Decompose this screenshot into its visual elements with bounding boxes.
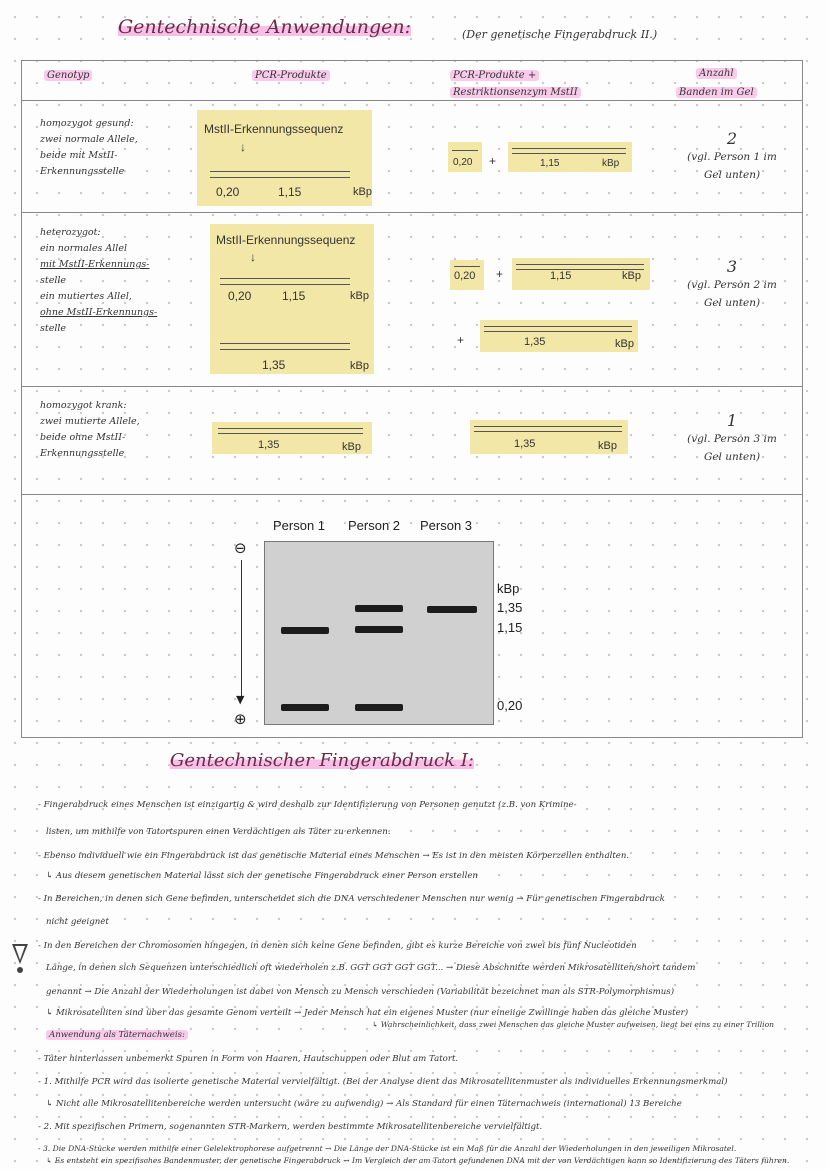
row3-res-whole: 1,35 bbox=[514, 438, 536, 450]
para-2: listen, um mithilfe von Tatortspuren einen Verdächtigen als Täter zu erkennen. bbox=[46, 827, 391, 837]
para-10: ↳ Mikrosatelliten sind über das gesamte Genom verteilt → Jeder Mensch hat ein eigenes Muster (nur eineiige Zwillinge haben das gleiche Muster) bbox=[46, 1008, 689, 1018]
para-14: - 1. Mithilfe PCR wird das isolierte genetische Material vervielfältigt. (Bei der Analyse dient das Mikrosatellitenmuster als individuelles Erkennungsmerkmal) bbox=[38, 1077, 728, 1087]
gel-unit: kBp bbox=[497, 581, 520, 596]
band-p2-135 bbox=[355, 605, 403, 612]
section2-title: Gentechnischer Fingerabdruck I: bbox=[170, 750, 474, 771]
row1-res-b-strand-b bbox=[512, 153, 626, 154]
row3-pcr-whole: 1,35 bbox=[258, 439, 280, 451]
row3-res-unit: kBp bbox=[598, 440, 617, 452]
para-12: Anwendung als Täternachweis: bbox=[46, 1029, 188, 1041]
para-4: ↳ Aus diesem genetischen Material lässt sich der genetische Fingerabdruck einer Person erstellen bbox=[46, 871, 478, 881]
band-p2-115 bbox=[355, 626, 403, 633]
para-9: genannt → Die Anzahl der Wiederholungen ist dabei von Mensch zu Mensch verschieden (Variabilität bezeichnet man als STR-Polymorphismus) bbox=[46, 987, 675, 997]
row2-pcr-strand-d bbox=[220, 349, 350, 350]
band-p1-020 bbox=[281, 704, 329, 711]
row2-res-whole: 1,35 bbox=[524, 336, 546, 348]
row2-res-plus2: + bbox=[457, 333, 465, 347]
row-divider-1 bbox=[21, 212, 803, 213]
plus-pole-icon: ⊕ bbox=[234, 710, 247, 728]
para-1: - Fingerabdruck eines Menschen ist einzigartig & wird deshalb zur Identifizierung von Personen genutzt (z.B. von Krimine- bbox=[38, 800, 577, 810]
row1-res-unit: kBp bbox=[602, 158, 620, 169]
gel-person-3: Person 3 bbox=[420, 518, 473, 533]
row2-pcr-left: 0,20 bbox=[228, 289, 252, 303]
row2-res-c-strand-a bbox=[484, 326, 632, 327]
row2-pcr-label: MstII-Erkennungssequenz bbox=[216, 233, 356, 247]
band-p3-135 bbox=[427, 606, 477, 613]
row-divider-2 bbox=[21, 386, 803, 387]
row2-pcr-unit2: kBp bbox=[350, 360, 369, 372]
header-bands: Anzahl Banden im Gel bbox=[676, 68, 757, 98]
row1-genotype: homozygot gesund: zwei normale Allele, beide mit MstII- Erkennungsstelle bbox=[40, 118, 138, 177]
para-5: - In Bereichen, in denen sich Gene befinden, unterscheidet sich die DNA verschiedener Menschen nur wenig → Für genetischen Fingerabdruck bbox=[38, 894, 665, 904]
header-genotype: Genotyp bbox=[44, 70, 92, 81]
gel-image bbox=[264, 541, 494, 725]
row2-genotype: heterozygot: ein normales Allel mit MstII-Erkennungs- stelle ein mutiertes Allel, ohne MstII-Erkennungs- stelle bbox=[40, 227, 158, 334]
para-8: Länge, in denen sich Sequenzen unterschiedlich oft wiederholen z.B. GGT GGT GGT GGT... → Diese Abschnitte werden Mikrosatelliten/short tandem bbox=[46, 963, 696, 973]
row3-genotype: homozygot krank: zwei mutierte Allele, beide ohne MstII- Erkennungsstelle bbox=[40, 400, 140, 459]
header-restriction: PCR-Produkte + Restriktionsenzym MstII bbox=[450, 70, 581, 98]
row2-res-a: 0,20 bbox=[454, 270, 476, 282]
header-pcr: PCR-Produkte bbox=[252, 70, 330, 81]
row1-pcr-left: 0,20 bbox=[216, 185, 240, 199]
para-15: ↳ Nicht alle Mikrosatellitenbereiche werden untersucht (wäre zu aufwendig) → Als Standard für einen Täternachweis (international) 13 Bereiche bbox=[46, 1099, 682, 1109]
gel-size-020: 0,20 bbox=[497, 698, 523, 713]
gel-size-115: 1,15 bbox=[497, 620, 523, 635]
page-subtitle: (Der genetische Fingerabdruck II.) bbox=[462, 28, 658, 41]
para-11: ↳ Wahrscheinlichkeit, dass zwei Menschen das gleiche Muster aufweisen, liegt bei eins zu einer Trillion bbox=[372, 1020, 775, 1029]
row3-pcr-unit: kBp bbox=[342, 441, 361, 453]
row1-pcr-arrow: ↓ bbox=[240, 140, 246, 154]
minus-pole-icon: ⊖ bbox=[234, 539, 247, 557]
row2-res-unit2: kBp bbox=[615, 338, 634, 350]
row1-bandcount: 2 (vgl. Person 1 im Gel unten) bbox=[687, 129, 777, 181]
row3-res-strand-b bbox=[474, 431, 622, 432]
row2-res-unit: kBp bbox=[622, 270, 641, 282]
para-6: nicht geeignet bbox=[46, 917, 109, 927]
migration-arrowhead-icon: ▼ bbox=[236, 693, 245, 706]
row1-res-b-strand-a bbox=[512, 148, 626, 149]
row1-pcr-strand-a bbox=[210, 171, 350, 172]
row3-res-strand-a bbox=[474, 426, 622, 427]
para-7: - In den Bereichen der Chromosomen hingegen, in denen sich keine Gene befinden, gibt es kurze Bereiche von zwei bis fünf Nucleotiden bbox=[38, 941, 637, 951]
row2-pcr-arrow: ↓ bbox=[250, 250, 256, 264]
row1-pcr-strand-b bbox=[210, 177, 350, 178]
row2-res-a-strand bbox=[454, 266, 480, 267]
band-p1-115 bbox=[281, 627, 329, 634]
row2-res-b: 1,15 bbox=[550, 270, 572, 282]
header-divider bbox=[21, 100, 803, 101]
band-p2-020 bbox=[355, 704, 403, 711]
page-title: Gentechnische Anwendungen: bbox=[118, 16, 412, 38]
gel-person-1: Person 1 bbox=[273, 518, 326, 533]
row1-pcr-label: MstII-Erkennungssequenz bbox=[204, 122, 344, 136]
row3-pcr-strand-a bbox=[218, 428, 363, 429]
row2-pcr-whole: 1,35 bbox=[262, 358, 286, 372]
row2-pcr-unit: kBp bbox=[350, 290, 369, 302]
para-18: ↳ Es entsteht ein spezifisches Bandenmuster, der genetische Fingerabdruck → Im Vergleich der am Tatort gefundenen DNA mit der von Verdächtigen kann so Identifizierung des Täters führen. bbox=[46, 1156, 790, 1165]
row3-bandcount: 1 (vgl. Person 3 im Gel unten) bbox=[687, 411, 777, 463]
row2-pcr-right: 1,15 bbox=[282, 289, 306, 303]
migration-arrow bbox=[241, 560, 242, 700]
para-16: - 2. Mit spezifischen Primern, sogenannten STR-Markern, werden bestimmte Mikrosatellitenbereiche vervielfältigt. bbox=[38, 1122, 543, 1132]
para-3: - Ebenso individuell wie ein Fingerabdruck ist das genetische Material eines Menschen → Es ist in den meisten Körperzellen enthalten. bbox=[38, 851, 630, 861]
row2-pcr-strand-a bbox=[220, 278, 350, 279]
row2-pcr-strand-c bbox=[220, 343, 350, 344]
row-divider-3 bbox=[21, 494, 803, 495]
row1-res-plus: + bbox=[489, 154, 497, 168]
warning-dot-icon bbox=[17, 967, 23, 973]
gel-size-135: 1,35 bbox=[497, 600, 523, 615]
row1-pcr-unit: kBp bbox=[353, 186, 372, 198]
row1-pcr-right: 1,15 bbox=[278, 185, 302, 199]
row2-bandcount: 3 (vgl. Person 2 im Gel unten) bbox=[687, 257, 777, 309]
row2-res-c-strand-b bbox=[484, 331, 632, 332]
row3-pcr-strand-b bbox=[218, 433, 363, 434]
gel-person-2: Person 2 bbox=[348, 518, 401, 533]
row1-res-b: 1,15 bbox=[540, 158, 560, 169]
warning-icon-inner bbox=[15, 946, 25, 960]
row2-pcr-strand-b bbox=[220, 284, 350, 285]
para-17: - 3. Die DNA-Stücke werden mithilfe einer Gelelektrophorese aufgetrennt → Die Länge der DNA-Stücke ist ein Maß für die Anzahl der Wiederholungen in den jeweiligen Mikrosatel. bbox=[38, 1144, 737, 1153]
row2-res-b-strand-a bbox=[516, 264, 644, 265]
para-13: - Täter hinterlassen unbemerkt Spuren in Form von Haaren, Hautschuppen oder Blut am Tatort. bbox=[38, 1054, 459, 1064]
row1-res-a-strand bbox=[452, 150, 478, 151]
row2-res-plus: + bbox=[496, 267, 504, 281]
row1-res-a: 0,20 bbox=[453, 157, 473, 168]
